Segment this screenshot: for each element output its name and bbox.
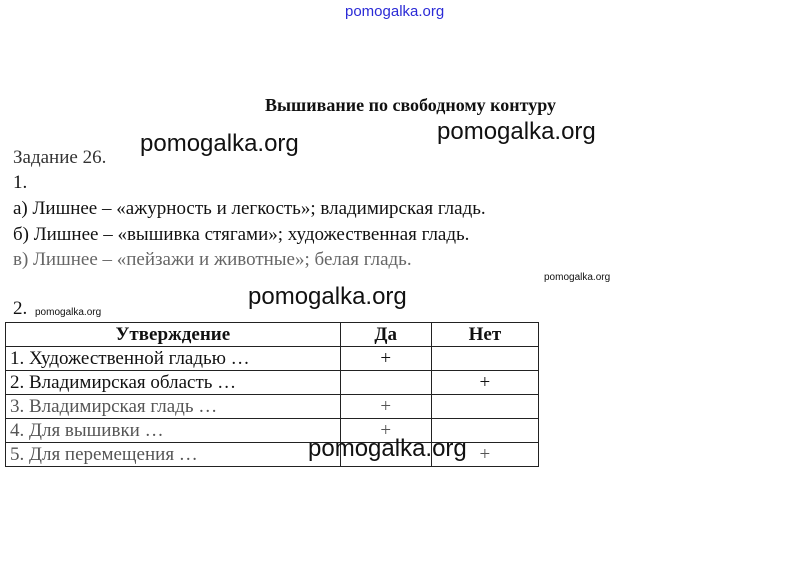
answer-line-b: б) Лишнее – «вышивка стягами»; художественная гладь.	[13, 224, 470, 245]
no-cell: +	[431, 443, 538, 467]
part2-number: 2.	[13, 298, 28, 319]
part1-number: 1.	[13, 172, 28, 193]
header-statement: Утверждение	[6, 323, 341, 347]
yes-cell: +	[340, 395, 431, 419]
header-no: Нет	[431, 323, 538, 347]
watermark: pomogalka.org	[35, 307, 102, 318]
statement-cell: 3. Владимирская гладь …	[6, 395, 341, 419]
no-cell	[431, 347, 538, 371]
yes-cell: +	[340, 347, 431, 371]
watermark: pomogalka.org	[308, 435, 467, 462]
task-label: Задание 26.	[13, 147, 107, 168]
yes-cell	[340, 371, 431, 395]
yes-cell: +	[340, 419, 431, 443]
answer-line-v: в) Лишнее – «пейзажи и животные»; белая гладь.	[13, 249, 412, 270]
statement-cell: 2. Владимирская область …	[6, 371, 341, 395]
watermark: pomogalka.org	[248, 283, 407, 310]
page-title: Вышивание по свободному контуру	[265, 95, 557, 115]
table-header-row	[6, 323, 539, 347]
answer-line-a: а) Лишнее – «ажурность и легкость»; владимирская гладь.	[13, 198, 486, 219]
watermark: pomogalka.org	[437, 118, 596, 145]
watermark: pomogalka.org	[140, 130, 299, 157]
watermark: pomogalka.org	[544, 272, 611, 283]
table-row	[6, 347, 539, 371]
no-cell	[431, 395, 538, 419]
statement-cell: 1. Художественной гладью …	[6, 347, 341, 371]
watermark-top[interactable]: pomogalka.org	[345, 3, 445, 20]
table-row	[6, 371, 539, 395]
table-row	[6, 395, 539, 419]
no-cell: +	[431, 371, 538, 395]
statement-cell: 5. Для перемещения …	[6, 443, 341, 467]
header-yes: Да	[340, 323, 431, 347]
statement-cell: 4. Для вышивки …	[6, 419, 341, 443]
